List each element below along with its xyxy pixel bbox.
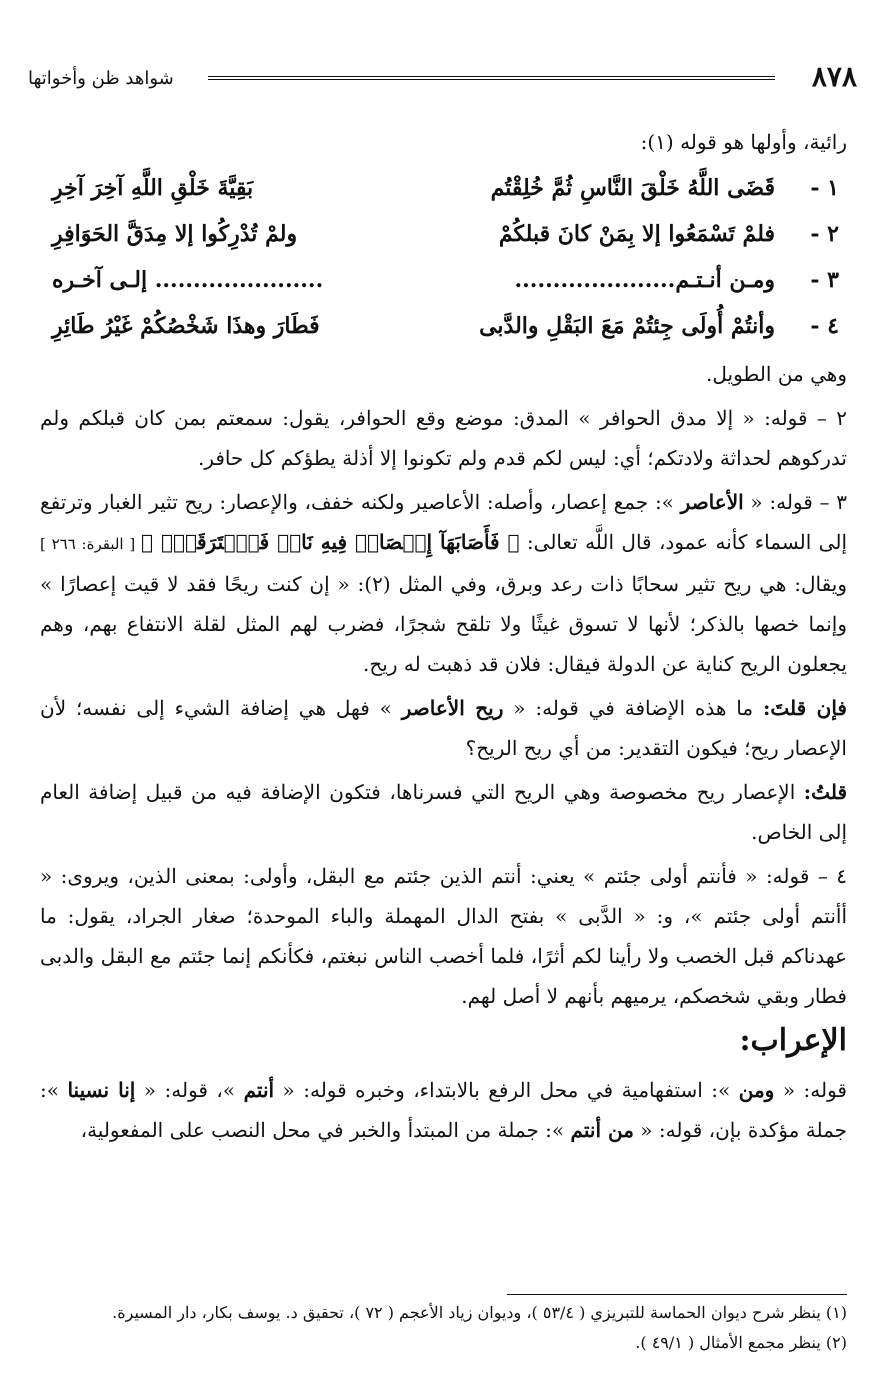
verse-number: ٣ -	[810, 267, 839, 293]
text-span: »: جملة مؤكدة بإن، قوله: «	[40, 1078, 847, 1142]
quran-reference: [ البقرة: ٢٦٦ ]	[40, 535, 141, 553]
text-span: قوله: «	[774, 1078, 847, 1102]
intro-line: رائية، وأولها هو قوله (١):	[640, 130, 847, 154]
page-body	[40, 122, 847, 1150]
text-span: ما هذه الإضافة في قوله: «	[503, 696, 763, 720]
bold-term: الأعاصر	[680, 490, 744, 514]
section-title: الإعراب:	[739, 1023, 847, 1058]
commentary-paragraph-2: ٢ – قوله: « إلا مدق الحوافر » المدق: موضع وقع الحوافر، يقول: سمعتم بمن كان قبلكم ولم تدركوهم لحداثة ولادتكم؛ أي: ليس لكم قدم ولم تكونوا إلا أذلة يطؤكم كل حافر.	[40, 406, 847, 470]
poem	[40, 166, 847, 350]
bold-term: ريح الأعاصر	[401, 696, 504, 720]
text-span: »: جمع إعصار، وأصله: الأعاصير ولكنه خفف، والإعصار: ريح تثير الغبار وترتفع إلى السماء كأنه عمود، قال اللَّه تعالى:	[40, 490, 848, 554]
page-number: ٨٧٨	[811, 60, 857, 93]
question-lead: فإن قلتَ:	[762, 696, 847, 720]
text-span: »: استفهامية في محل الرفع بالابتداء، وخبره قوله: «	[274, 1078, 739, 1102]
text-span: » فهل هي إضافة الشيء إلى نفسه؛ لأن الإعصار ريح؛ فيكون التقدير: من أي ريح الريح؟	[40, 696, 847, 760]
page-header	[28, 58, 857, 94]
bold-term: من أنتم	[570, 1118, 634, 1142]
verse-number: ٤ -	[810, 313, 839, 339]
footnote: (٢) ينظر مجمع الأمثال ( ٤٩/١ ).	[635, 1333, 847, 1352]
bold-term: إنا نسينا	[67, 1078, 136, 1102]
verse	[40, 258, 847, 304]
verse-second-hemistich: بَقِيَّةَ خَلْقِ اللَّهِ آخِرَ آخِرِ	[52, 175, 254, 201]
verse-first-hemistich: وأنتُمْ أُولَى جِئتُمْ مَعَ البَقْلِ والدَّبى	[479, 313, 775, 339]
footnotes	[40, 1298, 847, 1358]
question-paragraph	[40, 688, 847, 768]
bold-term: أنتم	[243, 1078, 275, 1102]
text-span: »، قوله: «	[135, 1078, 244, 1102]
bold-term: ومن	[738, 1078, 775, 1102]
verse-second-hemistich: فَطَارَ وهذَا شَخْصُكُمْ غَيْرُ طَائِرِ	[52, 313, 320, 339]
verse-second-hemistich: ولمْ تُدْرِكُوا إلا مِدَقَّ الحَوَافِرِ	[52, 221, 298, 247]
footnote: (١) ينظر شرح ديوان الحماسة للتبريزي ( ٥٣/٤ )، وديوان زياد الأعجم ( ٧٢ )، تحقيق د. يوسف بكار، دار المسيرة.	[112, 1303, 847, 1322]
verse-number: ٢ -	[810, 221, 839, 247]
answer-lead: قلتُ:	[803, 780, 847, 804]
text-span: ٣ – قوله: «	[743, 490, 847, 514]
commentary-paragraph-4: ٤ – قوله: « فأنتم أولى جئتم » يعني: أنتم الذين جئتم مع البقل، وأولى: بمعنى الذين، ويروى: « أأنتم أولى جئتم »، و: « الدَّبى » بفتح الدال المهملة والباء الموحدة؛ صغار الجراد، يقول: ما عهدناكم قبل الخصب ولا رأينا لكم أثرًا، فلما أخصب الناس نبغتم، فكأنكم إنما جئتم مع البقل والدبى فطار وبقي شخصكم، يرميهم بأنهم لا أصل لهم.	[40, 864, 847, 1008]
running-title: شواهد ظن وأخواتها	[28, 68, 174, 89]
verse-second-hemistich: ...................... إلـى آخـره	[52, 267, 324, 293]
irab-paragraph	[40, 1070, 847, 1150]
header-rule	[208, 76, 775, 80]
answer-paragraph	[40, 772, 847, 852]
verse	[40, 304, 847, 350]
verse-first-hemistich: قَضَى اللَّهُ خَلْقَ النَّاسِ ثُمَّ خُلِقْتُم	[490, 175, 775, 201]
text-span: الإعصار ريح مخصوصة وهي الريح التي فسرناها، فتكون الإضافة فيه من قبيل إضافة العام إلى الخاص.	[40, 780, 847, 844]
text-span: »: جملة من المبتدأ والخبر في محل النصب على المفعولية،	[80, 1118, 571, 1142]
quran-verse: ﴿ فَأَصَابَهَآ إِعۡصَارٞ فِيهِ نَارٞ فَٱحۡتَرَقَتۡۗ ﴾	[141, 530, 520, 554]
text-span: ويقال: هي ريح تثير سحابًا ذات رعد وبرق، وفي المثل (٢): « إن كنت ريحًا فقد لا قيت إعصارًا » وإنما خصها بالذكر؛ لأنها لا تسوق غيثًا ولا تلقح شجرًا، فضرب لهم المثل لقلة الانتفاع بهم، وهم يجعلون الريح كناية عن الدولة فيقال: فلان قد ذهبت له ريح.	[40, 572, 847, 676]
footnote-rule	[507, 1294, 847, 1295]
verse	[40, 166, 847, 212]
verse-number: ١ -	[810, 175, 839, 201]
meter-note: وهي من الطويل.	[706, 362, 847, 386]
verse	[40, 212, 847, 258]
commentary-paragraph-3	[40, 482, 847, 684]
verse-first-hemistich: ومـن أنـتـم.....................	[514, 267, 775, 293]
verse-first-hemistich: فلمْ تَسْمَعُوا إلا بِمَنْ كانَ قبلكُمْ	[498, 221, 775, 247]
